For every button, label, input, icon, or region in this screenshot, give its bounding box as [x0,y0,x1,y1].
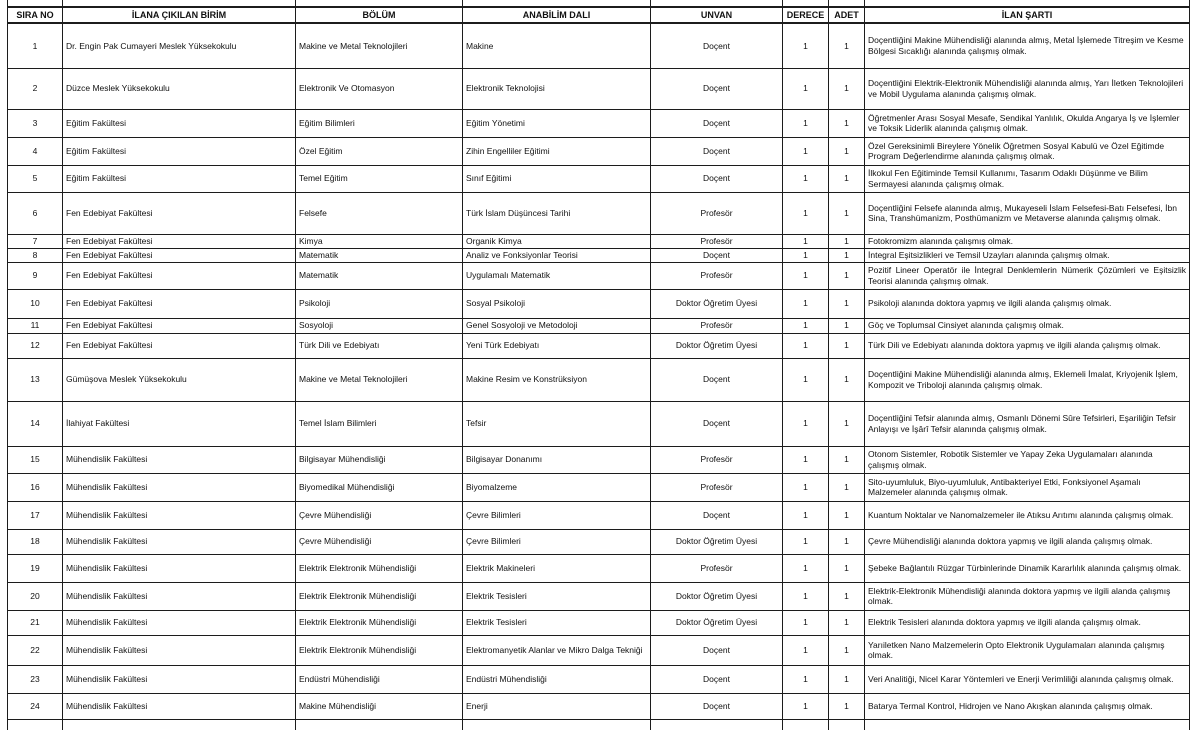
cell-adet: 1 [829,693,865,719]
cell-sart: Şebeke Bağlantılı Rüzgar Türbinlerinde Dinamik Kararlılık alanında çalışmış olmak. [865,554,1190,582]
cell-bolum: Çevre Mühendisliği [296,501,463,529]
cell-sira: 5 [8,165,63,192]
cell-sart: Özel Gereksinimli Bireylere Yönelik Öğretmen Sosyal Kabulü ve Özel Eğitimde Program Değerlendirme alanında çalışmış olmak. [865,137,1190,165]
cell-derece: 1 [783,333,829,358]
cell-bolum: Eğitim Bilimleri [296,109,463,137]
cell-birim: Fen Edebiyat Fakültesi [63,262,296,289]
cell-sart: Doçentliğini Felsefe alanında almış, Mukayeseli İslam Felsefesi-Batı Felsefesi, İbn Sina, Transhümanizm, Posthümanizm ve Metaverse alanında çalışmış olmak. [865,192,1190,234]
cell-bolum: Temel Eğitim [296,165,463,192]
cell-sart: Elektrik Tesisleri alanında doktora yapmış ve ilgili alanda çalışmış olmak. [865,610,1190,635]
cell-adet: 1 [829,473,865,501]
cell-sira: 1 [8,23,63,68]
cell-unvan: Profesör [651,554,783,582]
cell-adet: 1 [829,192,865,234]
cell-bolum: Makine ve Metal Teknolojileri [296,358,463,401]
table-row [8,234,1190,248]
cell-anabilim: Sosyal Psikoloji [463,289,651,318]
cell-unvan: Doçent [651,165,783,192]
cell-unvan: Doktor Öğretim Üyesi [651,289,783,318]
column-header-unvan: UNVAN [651,7,783,23]
cell-unvan: Doçent [651,68,783,109]
cell-derece: 1 [783,473,829,501]
cell-unvan: Doçent [651,358,783,401]
cell-birim: Mühendislik Fakültesi [63,529,296,554]
table-row [8,693,1190,719]
table-row [8,554,1190,582]
header-row [8,7,1190,23]
cell-derece: 1 [783,554,829,582]
table-foot [8,719,1190,730]
cell-unvan: Profesör [651,446,783,473]
spacer-cell [829,0,865,7]
cell-derece: 1 [783,262,829,289]
spacer-cell [8,719,63,730]
spacer-cell [865,0,1190,7]
spacer-cell [651,0,783,7]
cell-sira: 15 [8,446,63,473]
cell-sart: Sito-uyumluluk, Biyo-uyumluluk, Antibakteriyel Etki, Fonksiyonel Aşamalı Malzemeler alanında çalışmış olmak. [865,473,1190,501]
cell-anabilim: Elektrik Tesisleri [463,582,651,610]
cell-adet: 1 [829,234,865,248]
cell-unvan: Doktor Öğretim Üyesi [651,582,783,610]
table-row [8,582,1190,610]
cell-bolum: Matematik [296,248,463,262]
cell-sart: Yarıiletken Nano Malzemelerin Opto Elektronik Uygulamaları alanında çalışmış olmak. [865,635,1190,665]
cell-anabilim: Elektromanyetik Alanlar ve Mikro Dalga Tekniği [463,635,651,665]
cell-bolum: Türk Dili ve Edebiyatı [296,333,463,358]
cell-bolum: Elektrik Elektronik Mühendisliği [296,635,463,665]
cell-bolum: Elektrik Elektronik Mühendisliği [296,582,463,610]
table-row [8,248,1190,262]
cell-bolum: Kimya [296,234,463,248]
cell-anabilim: Biyomalzeme [463,473,651,501]
table-row [8,446,1190,473]
cell-birim: Mühendislik Fakültesi [63,665,296,693]
cell-birim: Mühendislik Fakültesi [63,473,296,501]
cell-unvan: Doçent [651,23,783,68]
cell-sira: 21 [8,610,63,635]
cell-sart: İlkokul Fen Eğitiminde Temsil Kullanımı, Tasarım Odaklı Düşünme ve Bilim Sermayesi alanında çalışmış olmak. [865,165,1190,192]
cell-sart: Doçentliğini Makine Mühendisliği alanında almış, Eklemeli İmalat, Kriyojenik İşlem, Kompozit ve Triboloji alanında çalışmış olmak. [865,358,1190,401]
cell-bolum: Elektrik Elektronik Mühendisliği [296,610,463,635]
cell-derece: 1 [783,318,829,333]
cell-adet: 1 [829,68,865,109]
cell-unvan: Doktor Öğretim Üyesi [651,529,783,554]
cell-anabilim: Türk İslam Düşüncesi Tarihi [463,192,651,234]
clipped-next-row [8,719,1190,730]
cell-sira: 13 [8,358,63,401]
table-row [8,262,1190,289]
cell-unvan: Doktor Öğretim Üyesi [651,333,783,358]
cell-birim: İlahiyat Fakültesi [63,401,296,446]
cell-adet: 1 [829,318,865,333]
cell-sart: Doçentliğini Elektrik-Elektronik Mühendisliği alanında almış, Yarı İletken Teknolojileri ve Mobil Uygulama alanında çalışmış olmak. [865,68,1190,109]
spacer-cell [783,719,829,730]
column-header-derece: DERECE [783,7,829,23]
cell-birim: Fen Edebiyat Fakültesi [63,333,296,358]
cell-anabilim: Bilgisayar Donanımı [463,446,651,473]
column-header-adet: ADET [829,7,865,23]
cell-birim: Mühendislik Fakültesi [63,693,296,719]
cell-sira: 2 [8,68,63,109]
table-row [8,137,1190,165]
table-row [8,109,1190,137]
cell-anabilim: Eğitim Yönetimi [463,109,651,137]
cell-unvan: Profesör [651,234,783,248]
cell-adet: 1 [829,333,865,358]
cell-bolum: Biyomedikal Mühendisliği [296,473,463,501]
cell-derece: 1 [783,446,829,473]
spacer-cell [865,719,1190,730]
cell-adet: 1 [829,109,865,137]
cell-anabilim: Genel Sosyoloji ve Metodoloji [463,318,651,333]
cell-derece: 1 [783,68,829,109]
cell-sart: Otonom Sistemler, Robotik Sistemler ve Yapay Zeka Uygulamaları alanında çalışmış olmak. [865,446,1190,473]
table-row [8,401,1190,446]
table-head [8,0,1190,23]
table-row [8,501,1190,529]
cell-birim: Fen Edebiyat Fakültesi [63,248,296,262]
cell-bolum: Çevre Mühendisliği [296,529,463,554]
cell-sart: Kuantum Noktalar ve Nanomalzemeler ile Atıksu Arıtımı alanında çalışmış olmak. [865,501,1190,529]
table-row [8,358,1190,401]
cell-sart: Doçentliğini Makine Mühendisliği alanında almış, Metal İşlemede Titreşim ve Kesme Bölgesi Sıcaklığı alanında çalışmış olmak. [865,23,1190,68]
spacer-cell [651,719,783,730]
cell-adet: 1 [829,262,865,289]
cell-sart: Türk Dili ve Edebiyatı alanında doktora yapmış ve ilgili alanda çalışmış olmak. [865,333,1190,358]
column-header-anabilim: ANABİLİM DALI [463,7,651,23]
table-body [8,23,1190,719]
cell-derece: 1 [783,582,829,610]
spacer-cell [8,0,63,7]
cell-derece: 1 [783,23,829,68]
cell-unvan: Doçent [651,501,783,529]
cell-unvan: Profesör [651,473,783,501]
cell-bolum: Temel İslam Bilimleri [296,401,463,446]
cell-sira: 7 [8,234,63,248]
cell-adet: 1 [829,137,865,165]
spacer-cell [296,0,463,7]
cell-birim: Eğitim Fakültesi [63,165,296,192]
cell-bolum: Matematik [296,262,463,289]
cell-sira: 10 [8,289,63,318]
table-row [8,610,1190,635]
cell-sart: Göç ve Toplumsal Cinsiyet alanında çalışmış olmak. [865,318,1190,333]
table-row [8,289,1190,318]
cell-adet: 1 [829,401,865,446]
cell-adet: 1 [829,665,865,693]
cell-sart: Batarya Termal Kontrol, Hidrojen ve Nano Akışkan alanında çalışmış olmak. [865,693,1190,719]
cell-anabilim: Elektrik Makineleri [463,554,651,582]
cell-unvan: Doçent [651,635,783,665]
table-row [8,192,1190,234]
cell-birim: Eğitim Fakültesi [63,137,296,165]
table-row [8,665,1190,693]
cell-derece: 1 [783,529,829,554]
cell-anabilim: Yeni Türk Edebiyatı [463,333,651,358]
cell-unvan: Profesör [651,192,783,234]
cell-sira: 14 [8,401,63,446]
cell-derece: 1 [783,501,829,529]
cell-sira: 11 [8,318,63,333]
table-row [8,473,1190,501]
cell-sira: 24 [8,693,63,719]
cell-unvan: Doçent [651,137,783,165]
cell-anabilim: Enerji [463,693,651,719]
column-header-sira: SIRA NO [8,7,63,23]
cell-anabilim: Sınıf Eğitimi [463,165,651,192]
spacer-cell [63,719,296,730]
cell-bolum: Elektronik Ve Otomasyon [296,68,463,109]
table-row [8,318,1190,333]
cell-adet: 1 [829,554,865,582]
cell-adet: 1 [829,610,865,635]
cell-bolum: Psikoloji [296,289,463,318]
cell-adet: 1 [829,635,865,665]
cell-derece: 1 [783,234,829,248]
cell-anabilim: Zihin Engelliler Eğitimi [463,137,651,165]
cell-sira: 4 [8,137,63,165]
job-postings-table [7,0,1190,730]
cell-birim: Mühendislik Fakültesi [63,554,296,582]
table-row [8,333,1190,358]
cell-bolum: Makine ve Metal Teknolojileri [296,23,463,68]
cell-unvan: Doçent [651,665,783,693]
cell-birim: Fen Edebiyat Fakültesi [63,192,296,234]
cell-adet: 1 [829,248,865,262]
cell-sira: 19 [8,554,63,582]
cell-sart: Öğretmenler Arası Sosyal Mesafe, Sendikal Yanlılık, Okulda Angarya İş ve İşlemler ve Toksik Liderlik alanında çalışmış olmak. [865,109,1190,137]
cell-birim: Düzce Meslek Yüksekokulu [63,68,296,109]
cell-sart: Çevre Mühendisliği alanında doktora yapmış ve ilgili alanda çalışmış olmak. [865,529,1190,554]
cell-unvan: Doktor Öğretim Üyesi [651,610,783,635]
table-row [8,165,1190,192]
cell-adet: 1 [829,23,865,68]
cell-adet: 1 [829,289,865,318]
cell-derece: 1 [783,137,829,165]
spacer-cell [296,719,463,730]
cell-derece: 1 [783,109,829,137]
column-header-sart: İLAN ŞARTI [865,7,1190,23]
cell-birim: Mühendislik Fakültesi [63,635,296,665]
cell-unvan: Doçent [651,109,783,137]
cell-bolum: Bilgisayar Mühendisliği [296,446,463,473]
cell-adet: 1 [829,501,865,529]
spacer-cell [463,0,651,7]
cell-birim: Gümüşova Meslek Yüksekokulu [63,358,296,401]
cell-derece: 1 [783,401,829,446]
cell-unvan: Profesör [651,262,783,289]
cell-birim: Mühendislik Fakültesi [63,446,296,473]
column-header-birim: İLANA ÇIKILAN BİRİM [63,7,296,23]
cell-bolum: Özel Eğitim [296,137,463,165]
cell-anabilim: Makine Resim ve Konstrüksiyon [463,358,651,401]
cell-unvan: Profesör [651,318,783,333]
cell-unvan: Doçent [651,248,783,262]
cell-birim: Fen Edebiyat Fakültesi [63,289,296,318]
cell-sart: Veri Analitiği, Nicel Karar Yöntemleri ve Enerji Verimliliği alanında çalışmış olmak. [865,665,1190,693]
cell-derece: 1 [783,693,829,719]
cell-birim: Fen Edebiyat Fakültesi [63,234,296,248]
cell-derece: 1 [783,289,829,318]
cell-derece: 1 [783,358,829,401]
cell-sira: 6 [8,192,63,234]
cell-sira: 20 [8,582,63,610]
cell-birim: Fen Edebiyat Fakültesi [63,318,296,333]
cell-sira: 3 [8,109,63,137]
cell-birim: Mühendislik Fakültesi [63,610,296,635]
cell-bolum: Endüstri Mühendisliği [296,665,463,693]
column-header-bolum: BÖLÜM [296,7,463,23]
cell-sart: Doçentliğini Tefsir alanında almış, Osmanlı Dönemi Sûre Tefsirleri, Eşariliğin Tefsir Anlayışı ve İşârî Tefsir alanında çalışmış olmak. [865,401,1190,446]
cell-unvan: Doçent [651,401,783,446]
cell-bolum: Elektrik Elektronik Mühendisliği [296,554,463,582]
cell-sira: 16 [8,473,63,501]
table-row [8,635,1190,665]
cell-birim: Eğitim Fakültesi [63,109,296,137]
table-row [8,68,1190,109]
cell-adet: 1 [829,529,865,554]
cell-sart: Pozitif Lineer Operatör ile İntegral Denklemlerin Nümerik Çözümleri ve Eşitsizlik Teorisi alanında çalışmış olmak. [865,262,1190,289]
cell-sira: 23 [8,665,63,693]
cell-adet: 1 [829,582,865,610]
table-row [8,23,1190,68]
cell-derece: 1 [783,635,829,665]
cell-bolum: Felsefe [296,192,463,234]
cell-anabilim: Endüstri Mühendisliği [463,665,651,693]
cell-sira: 9 [8,262,63,289]
cell-derece: 1 [783,165,829,192]
spacer-cell [63,0,296,7]
cell-anabilim: Analiz ve Fonksiyonlar Teorisi [463,248,651,262]
cell-bolum: Sosyoloji [296,318,463,333]
table-row [8,529,1190,554]
cell-anabilim: Organik Kimya [463,234,651,248]
cell-birim: Dr. Engin Pak Cumayeri Meslek Yüksekokulu [63,23,296,68]
cell-sira: 18 [8,529,63,554]
cell-sira: 17 [8,501,63,529]
cell-sart: Elektrik-Elektronik Mühendisliği alanında doktora yapmış ve ilgili alanda çalışmış olmak. [865,582,1190,610]
cell-anabilim: Çevre Bilimleri [463,529,651,554]
cell-anabilim: Makine [463,23,651,68]
cell-birim: Mühendislik Fakültesi [63,501,296,529]
spacer-cell [463,719,651,730]
cell-anabilim: Çevre Bilimleri [463,501,651,529]
cell-anabilim: Elektrik Tesisleri [463,610,651,635]
cell-adet: 1 [829,358,865,401]
cell-sira: 12 [8,333,63,358]
cell-birim: Mühendislik Fakültesi [63,582,296,610]
cell-sira: 8 [8,248,63,262]
cell-anabilim: Uygulamalı Matematik [463,262,651,289]
cell-sart: Fotokromizm alanında çalışmış olmak. [865,234,1190,248]
cell-sira: 22 [8,635,63,665]
spacer-cell [829,719,865,730]
cell-unvan: Doçent [651,693,783,719]
clipped-previous-row [8,0,1190,7]
cell-derece: 1 [783,665,829,693]
cell-sart: İntegral Eşitsizlikleri ve Temsil Uzayları alanında çalışmış olmak. [865,248,1190,262]
cell-anabilim: Elektronik Teknolojisi [463,68,651,109]
cell-derece: 1 [783,610,829,635]
cell-derece: 1 [783,248,829,262]
cell-bolum: Makine Mühendisliği [296,693,463,719]
spacer-cell [783,0,829,7]
cell-anabilim: Tefsir [463,401,651,446]
cell-adet: 1 [829,165,865,192]
cell-sart: Psikoloji alanında doktora yapmış ve ilgili alanda çalışmış olmak. [865,289,1190,318]
cell-derece: 1 [783,192,829,234]
cell-adet: 1 [829,446,865,473]
